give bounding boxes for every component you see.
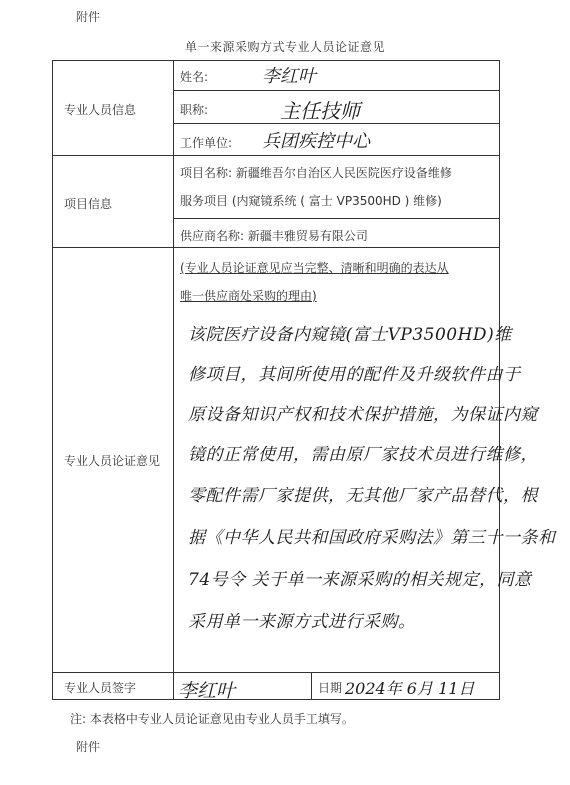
project-name-line2: 服务项目 (内窥镜系统 ( 富士 VP3500HD ) 维修) [180, 194, 442, 208]
supplier-name: 供应商名称: 新疆丰雅贸易有限公司 [180, 229, 368, 243]
attachment-label-bottom: 附件 [76, 740, 101, 754]
date-label: 日期 [318, 681, 343, 695]
date-value: 2024年 6月 11日 [345, 679, 475, 698]
title-value: 主任技师 [280, 99, 360, 123]
title-label: 职称: [180, 103, 209, 117]
opinion-text-line: 镜的正常使用，需由原厂家技术员进行维修， [188, 445, 538, 465]
attachment-label: 附件 [76, 10, 101, 24]
opinion-text-line: 据《中华人民共和国政府采购法》第三十一条和 [188, 528, 556, 548]
opinion-text-line: 采用单一来源方式进行采购。 [188, 612, 416, 632]
document-title: 单一来源采购方式专业人员论证意见 [184, 40, 385, 54]
opinion-text-line: 零配件需厂家提供，无其他厂家产品替代，根 [188, 486, 538, 506]
unit-label: 工作单位: [180, 136, 233, 150]
opinion-label: 专业人员论证意见 [64, 454, 161, 468]
table-divider [52, 247, 500, 248]
opinion-guidance-line1: (专业人员论证意见应当完整、清晰和明确的表达从 [180, 261, 449, 275]
expert-signature: 李红叶 [178, 680, 236, 702]
footnote: 注: 本表格中专业人员论证意见由专业人员手工填写。 [70, 712, 354, 726]
opinion-guidance-line2: 唯一供应商处采购的理由) [180, 289, 317, 303]
opinion-text-line: 原设备知识产权和技术保护措施，为保证内窥 [188, 405, 538, 425]
opinion-text-line: 修项目，其间所使用的配件及升级软件由于 [188, 365, 521, 385]
unit-value: 兵团疾控中心 [262, 131, 370, 152]
name-value: 李红叶 [262, 66, 316, 87]
table-divider [173, 90, 500, 91]
project-name-line1: 项目名称: 新疆维吾尔自治区人民医院医疗设备维修 [180, 166, 452, 180]
opinion-text-line: 74号令 关于单一来源采购的相关规定，同意 [188, 570, 532, 590]
table-divider [173, 218, 500, 219]
table-divider [173, 672, 174, 700]
signature-label: 专业人员签字 [64, 681, 137, 695]
table-divider [173, 60, 174, 672]
table-divider [52, 155, 500, 156]
name-label: 姓名: [180, 70, 209, 84]
table-divider [311, 672, 312, 700]
expert-info-label: 专业人员信息 [64, 103, 137, 117]
table-divider [52, 672, 500, 673]
opinion-text-line: 该院医疗设备内窥镜(富士VP3500HD)维 [188, 325, 512, 345]
project-info-label: 项目信息 [64, 197, 113, 211]
